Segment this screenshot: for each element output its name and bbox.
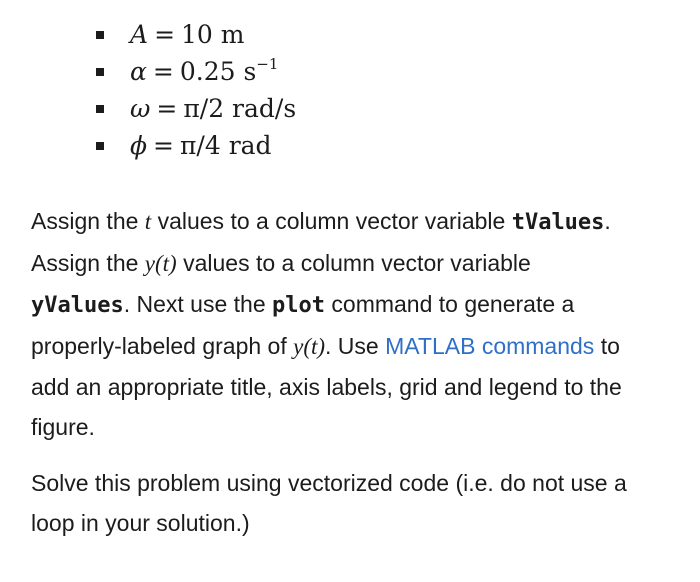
parameter-equation — [130, 127, 272, 164]
instruction-text: . Assign the — [31, 208, 611, 276]
bullet-icon — [96, 105, 104, 113]
parameter-alpha — [96, 53, 496, 90]
parameter-operator: = — [156, 94, 178, 123]
instruction-text: . Use — [325, 333, 386, 359]
parameter-equation — [130, 90, 296, 127]
parameter-value: 0.25 s — [179, 57, 257, 86]
code-tvalues: tValues — [511, 210, 605, 235]
parameter-symbol: α — [130, 57, 147, 86]
parameter-omega — [96, 90, 496, 127]
parameter-operator: = — [152, 57, 174, 86]
variable-y-of-t: y(t) — [293, 334, 326, 359]
bullet-icon — [96, 31, 104, 39]
variable-y-of-t: y(t) — [144, 251, 177, 276]
code-plot: plot — [272, 293, 326, 318]
parameter-operator: = — [153, 131, 174, 160]
instructions-paragraph — [31, 201, 631, 447]
parameter-equation — [130, 53, 278, 90]
variable-t: t — [144, 209, 152, 234]
matlab-commands-link[interactable]: MATLAB commands — [385, 333, 595, 359]
parameter-symbol: ϕ — [130, 131, 148, 160]
instruction-text: values to a column vector variable — [176, 250, 531, 276]
parameter-symbol: ω — [130, 94, 151, 123]
instruction-text: values to a column vector variable — [151, 208, 512, 234]
instruction-text: to add an appropriate title, axis labels, grid and legend to the figure. — [31, 333, 622, 440]
bullet-icon — [96, 68, 104, 76]
parameter-symbol: A — [130, 20, 149, 49]
code-yvalues: yValues — [31, 293, 124, 318]
parameter-amplitude — [96, 16, 496, 53]
parameter-equation — [130, 16, 244, 53]
instruction-text: . Next use the — [123, 291, 273, 317]
parameter-operator: = — [154, 20, 176, 49]
vectorized-note-paragraph: Solve this problem using vectorized code (i.e. do not use a loop in your solution.) — [31, 470, 627, 536]
parameter-phi — [96, 127, 496, 164]
parameter-value: π/4 rad — [180, 131, 272, 160]
parameter-exponent: −1 — [256, 55, 279, 73]
bullet-icon — [96, 142, 104, 150]
parameter-value: π/2 rad/s — [183, 94, 297, 123]
instruction-text: command to generate a properly-labeled graph of — [31, 291, 575, 359]
instruction-text: Assign the — [31, 208, 145, 234]
parameter-value: 10 m — [181, 20, 245, 49]
instructions — [31, 201, 631, 543]
parameter-list — [96, 16, 496, 164]
